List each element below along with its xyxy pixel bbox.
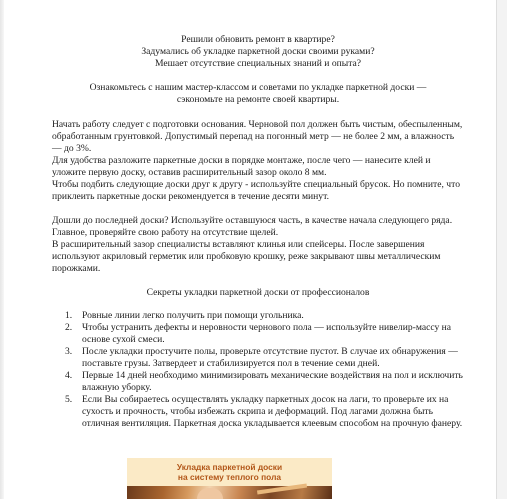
paragraph: Дошли до последней доски? Используйте оставшуюся часть, в качестве начала следующего ряда. Главное, проверяйте свою работу на отсутствие щелей. xyxy=(52,215,453,238)
lead-block xyxy=(52,82,464,106)
list-item-text: После укладки простучите полы, проверьте отсутствие пустот. В случае их обнаружения — поставьте грузы. Затвердеет и стабилизируется пол в течение семи дней. xyxy=(82,346,458,369)
right-scroll-edge xyxy=(496,0,507,499)
intro-line: Задумались об укладке паркетной доски своими руками? xyxy=(141,46,375,57)
tips-list xyxy=(52,310,464,430)
board-illustration xyxy=(257,484,307,495)
list-item-text: Чтобы устранить дефекты и неровности чернового пола — используйте нивелир-массу на основе сухой смеси. xyxy=(82,322,452,345)
list-item xyxy=(52,322,464,346)
lead-line: Ознакомьтесь с нашим мастер-классом и советами по укладке паркетной доски — xyxy=(89,82,427,93)
lead-line: сэкономьте на ремонте своей квартиры. xyxy=(176,94,340,105)
article-content xyxy=(52,34,464,430)
instructions-section xyxy=(52,119,464,203)
list-item xyxy=(52,370,464,394)
banner-title-line: на систему теплого пола xyxy=(177,472,282,482)
list-item-number: 4. xyxy=(65,370,73,381)
list-item xyxy=(52,310,464,322)
list-item xyxy=(52,346,464,370)
hand-illustration xyxy=(197,488,223,499)
list-item-number: 5. xyxy=(65,394,73,405)
list-item-text: Ровные линии легко получить при помощи угольника. xyxy=(82,310,304,321)
banner-photo xyxy=(127,486,332,499)
intro-line: Решили обновить ремонт в квартире? xyxy=(181,34,335,45)
paragraph: Чтобы подбить следующие доски друг к другу - используйте специальный брусок. Но помните, что приклеить паркетные доски рекомендуется в течение десяти минут. xyxy=(52,179,460,202)
paragraph: В расширительный зазор специалисты вставляют клинья или спейсеры. После завершения используют акриловый герметик или пробковую крошку, реже закрывают швы металлическим порожками. xyxy=(52,239,441,274)
list-item-number: 2. xyxy=(65,322,73,333)
tips-title: Секреты укладки паркетной доски от профессионалов xyxy=(146,287,370,298)
banner-title xyxy=(127,462,332,482)
left-page-edge xyxy=(0,0,4,499)
warm-floor-banner-image[interactable] xyxy=(127,458,332,499)
list-item-number: 3. xyxy=(65,346,73,357)
intro-line: Мешает отсутствие специальных знаний и опыта? xyxy=(154,58,362,69)
paragraph: Начать работу следует с подготовки основания. Черновой пол должен быть чистым, обеспыленным, обработанным грунтовкой. Допустимый перепад на погонный метр — не более 2 мм, а влажность — до 3%. xyxy=(52,119,463,154)
list-item-number: 1. xyxy=(65,310,73,321)
finishing-section xyxy=(52,215,464,275)
paragraph: Для удобства разложите паркетные доски в порядке монтаже, после чего — нанесите клей и уложите первую доску, оставив расширительный зазор около 8 мм. xyxy=(52,155,431,178)
intro-block xyxy=(52,34,464,70)
banner-title-line: Укладка паркетной доски xyxy=(176,462,283,472)
list-item xyxy=(52,394,464,430)
list-item-text: Если Вы собираетесь осуществлять укладку паркетных досок на лаги, то проверьте их на сухость и прочность, чтобы избежать скрипа и деформаций. Под лагами должна быть отличная вентиляция. Паркетная доска укладывается клеевым способом на прочную фанеру. xyxy=(82,394,463,429)
list-item-text: Первые 14 дней необходимо минимизировать механические воздействия на пол и исключить влажную уборку. xyxy=(82,370,463,393)
